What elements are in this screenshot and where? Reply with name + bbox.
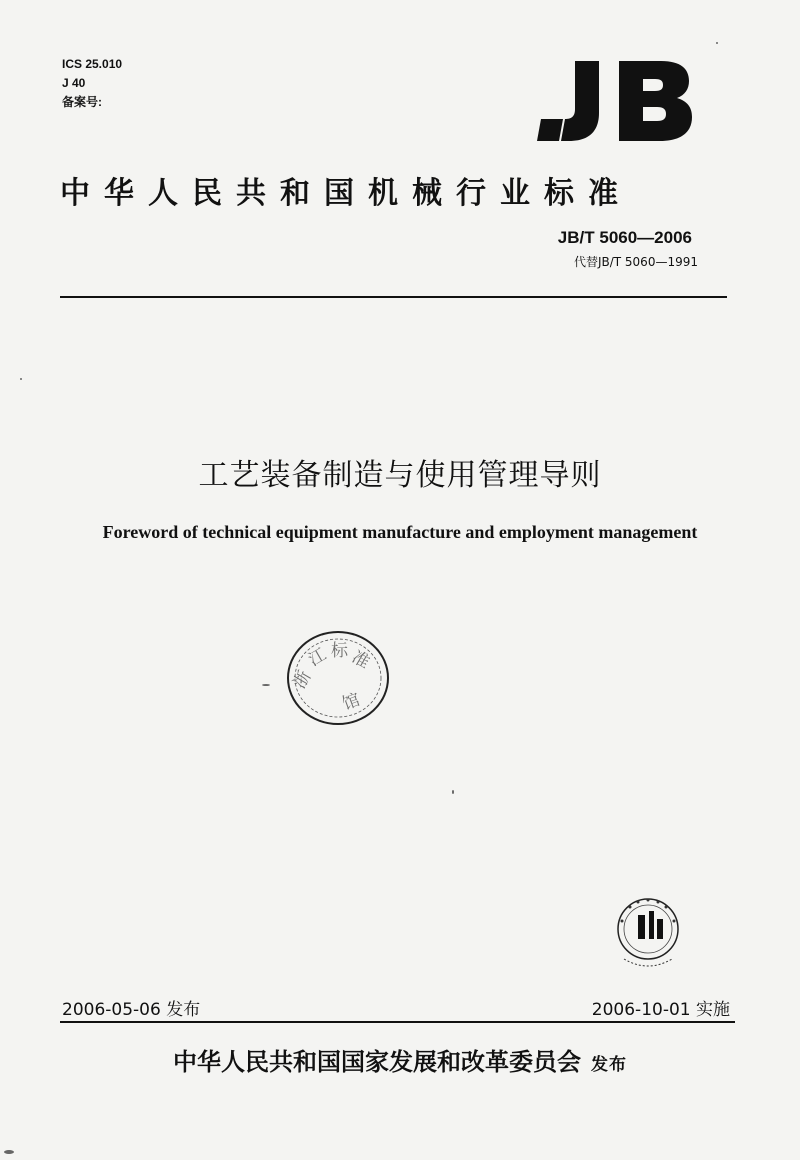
- header-divider: [60, 296, 727, 298]
- scan-speck: [262, 684, 270, 686]
- issuing-authority: [0, 1042, 800, 1077]
- document-title-english: Foreword of technical equipment manufacture and employment management: [102, 522, 698, 542]
- implementation-date: 2006-10-01 实施: [591, 1000, 730, 1020]
- issuer-name: 中华人民共和国国家发展和改革委员会: [173, 1048, 581, 1076]
- svg-text:准: 准: [348, 647, 374, 674]
- svg-text:江: 江: [305, 644, 331, 671]
- jb-logo: [535, 55, 695, 145]
- filing-number-label: 备案号:: [62, 95, 102, 109]
- ics-code: ICS 25.010: [62, 57, 123, 71]
- footer-divider: [60, 1021, 735, 1023]
- scan-speck: [4, 1150, 14, 1154]
- issuer-action: 发布: [591, 1055, 627, 1075]
- scan-speck: [716, 42, 718, 44]
- issue-date: 2006-05-06 发布: [62, 1000, 201, 1020]
- industry-standard-title: 中华人民共和国机械行业标准: [60, 176, 632, 211]
- replaces-standard: 代替JB/T 5060—1991: [573, 255, 698, 269]
- publisher-seal: [606, 893, 690, 973]
- svg-text:馆: 馆: [339, 689, 363, 715]
- svg-text:标: 标: [331, 641, 348, 661]
- svg-text:浙: 浙: [289, 667, 316, 693]
- library-stamp: [283, 628, 393, 728]
- document-title-chinese: 工艺装备制造与使用管理导则: [198, 458, 602, 493]
- scan-speck: [452, 790, 454, 794]
- scan-speck: [20, 378, 22, 380]
- classification-code: J 40: [62, 76, 86, 90]
- standard-number: JB/T 5060—2006: [557, 228, 692, 247]
